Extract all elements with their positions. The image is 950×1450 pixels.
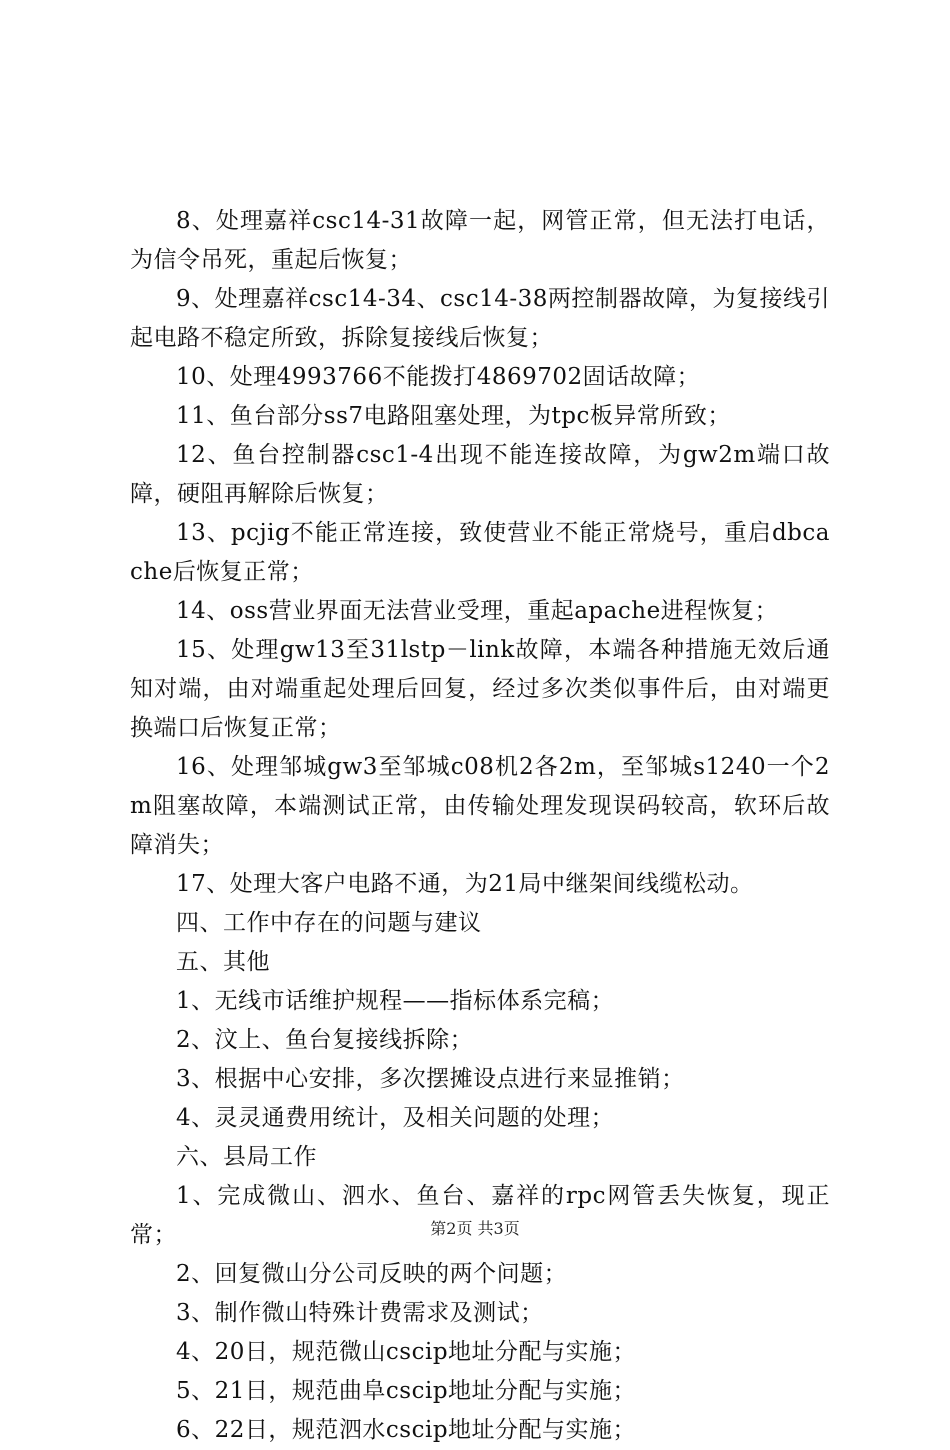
section-heading: 六、县局工作 — [176, 1144, 317, 1170]
paragraph: 1、无线市话维护规程——指标体系完稿； — [176, 988, 615, 1014]
paragraph: 9、处理嘉祥csc14-34、csc14-38两控制器故障，为复接线引起电路不稳定所致，拆除复接线后恢复； — [130, 286, 830, 351]
paragraph: 3、制作微山特殊计费需求及测试； — [176, 1300, 544, 1326]
paragraph: 13、pcjig不能正常连接，致使营业不能正常烧号，重启dbcache后恢复正常； — [130, 520, 830, 585]
paragraph: 17、处理大客户电路不通，为21局中继架间线缆松动。 — [176, 871, 754, 897]
paragraph: 8、处理嘉祥csc14-31故障一起，网管正常，但无法打电话，为信令吊死，重起后恢复； — [130, 208, 830, 273]
paragraph: 12、鱼台控制器csc1-4出现不能连接故障，为gw2m端口故障，硬阻再解除后恢复； — [130, 442, 830, 507]
paragraph: 2、汶上、鱼台复接线拆除； — [176, 1027, 474, 1053]
paragraph: 2、回复微山分公司反映的两个问题； — [176, 1261, 568, 1287]
paragraph: 1、完成微山、泗水、鱼台、嘉祥的rpc网管丢失恢复，现正常； — [130, 1183, 830, 1248]
paragraph: 4、灵灵通费用统计，及相关问题的处理； — [176, 1105, 615, 1131]
section-heading: 四、工作中存在的问题与建议 — [176, 910, 482, 936]
document-body — [130, 202, 830, 1450]
paragraph: 16、处理邹城gw3至邹城c08机2各2m，至邹城s1240一个2m阻塞故障，本端测试正常，由传输处理发现误码较高，软环后故障消失； — [130, 754, 830, 858]
paragraph: 14、oss营业界面无法营业受理，重起apache进程恢复； — [176, 598, 779, 624]
paragraph: 11、鱼台部分ss7电路阻塞处理，为tpc板异常所致； — [176, 403, 731, 429]
paragraph: 4、20日，规范微山cscip地址分配与实施； — [176, 1339, 637, 1365]
page-number-footer: 第2页 共3页 — [430, 1219, 520, 1238]
paragraph: 6、22日，规范泗水cscip地址分配与实施； — [176, 1417, 637, 1443]
paragraph: 5、21日，规范曲阜cscip地址分配与实施； — [176, 1378, 637, 1404]
section-heading: 五、其他 — [176, 949, 270, 975]
paragraph: 10、处理4993766不能拨打4869702固话故障； — [176, 364, 701, 390]
paragraph: 15、处理gw13至31lstp－link故障，本端各种措施无效后通知对端，由对端重起处理后回复，经过多次类似事件后，由对端更换端口后恢复正常； — [130, 637, 830, 741]
paragraph: 3、根据中心安排，多次摆摊设点进行来显推销； — [176, 1066, 685, 1092]
